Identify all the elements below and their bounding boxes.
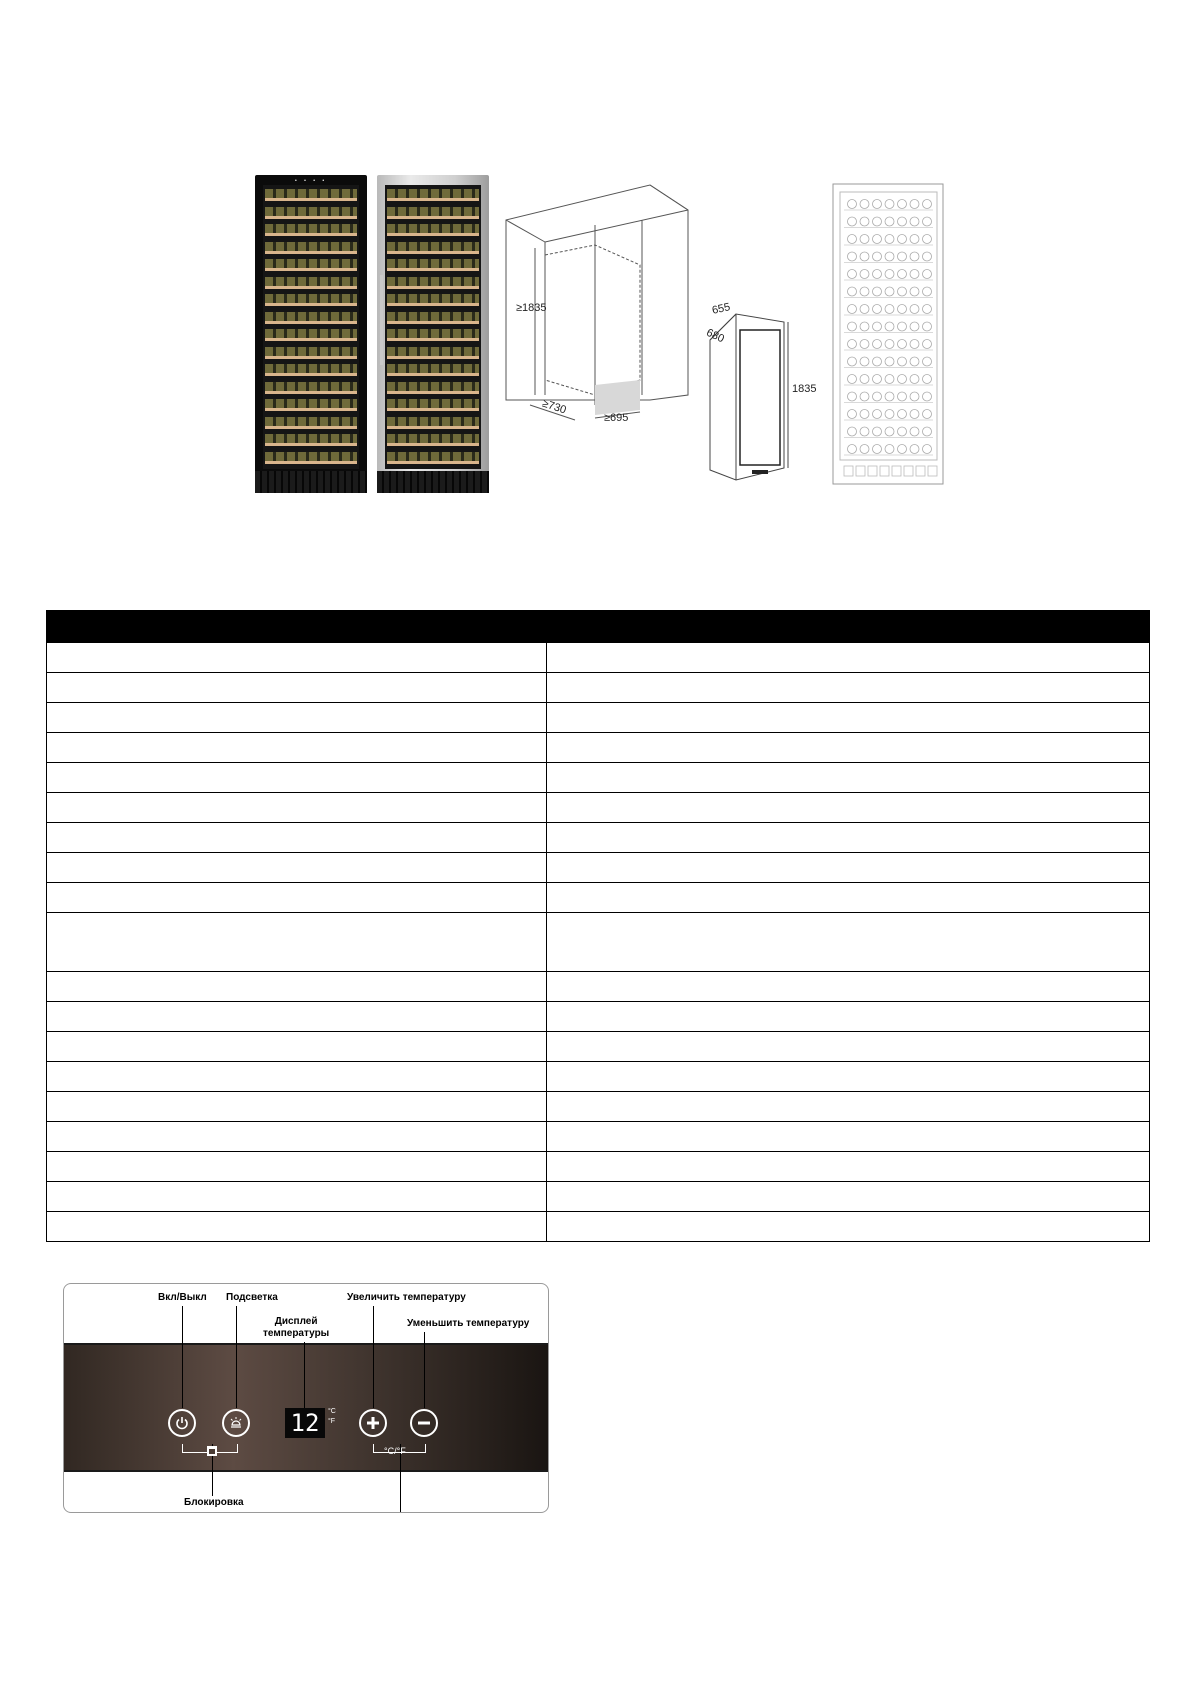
bottle-outline xyxy=(885,427,894,436)
table-row xyxy=(47,1032,1150,1062)
table-cell xyxy=(547,793,1150,823)
table-cell xyxy=(547,883,1150,913)
table-cell xyxy=(47,793,547,823)
bottle-outline xyxy=(910,322,919,331)
bottle-outline xyxy=(923,427,932,436)
shelf xyxy=(265,443,357,446)
niche-height-dim: ≥1835 xyxy=(516,302,547,314)
bottle-row xyxy=(387,399,479,408)
bottle-outline xyxy=(898,445,907,454)
table-cell xyxy=(47,733,547,763)
bottle-outline xyxy=(910,357,919,366)
bottle-row xyxy=(387,207,479,216)
bottle-outline xyxy=(885,235,894,244)
table-row xyxy=(47,1002,1150,1032)
table-row xyxy=(47,1122,1150,1152)
bottle-outline xyxy=(923,217,932,226)
bottle-row xyxy=(387,434,479,443)
table-row xyxy=(47,763,1150,793)
table-header-row xyxy=(47,611,1150,643)
table-row xyxy=(47,1092,1150,1122)
shelf xyxy=(387,198,479,201)
bottle-outline xyxy=(898,392,907,401)
bottle-row xyxy=(387,382,479,391)
table-row xyxy=(47,1152,1150,1182)
bottle-outline xyxy=(860,252,869,261)
bottle-outline xyxy=(910,252,919,261)
bottle-outline xyxy=(923,235,932,244)
shelf xyxy=(387,251,479,254)
shelf xyxy=(387,321,479,324)
bottle-outline xyxy=(923,200,932,209)
bottle-outline xyxy=(885,445,894,454)
bottle-outline xyxy=(898,305,907,314)
light-button[interactable] xyxy=(222,1409,250,1437)
shelf xyxy=(265,426,357,429)
cooler-base-grille xyxy=(255,471,367,493)
leader-line xyxy=(304,1342,305,1408)
bottle-outline xyxy=(898,357,907,366)
bottle-row xyxy=(265,207,357,216)
table-cell xyxy=(547,1062,1150,1092)
bottle-row xyxy=(265,242,357,251)
bottle-outline xyxy=(885,375,894,384)
unit-width-dim: 655 xyxy=(710,301,732,317)
bottle-outline xyxy=(910,410,919,419)
bottle-outline xyxy=(898,252,907,261)
table-cell xyxy=(547,1092,1150,1122)
power-callout-label: Вкл/Выкл xyxy=(158,1292,207,1303)
table-cell xyxy=(47,1092,547,1122)
bottle-outline xyxy=(873,322,882,331)
bottle-outline xyxy=(885,252,894,261)
display-label-line1: Дисплей xyxy=(274,1316,318,1327)
control-panel-diagram xyxy=(63,1283,549,1513)
bottle-outline xyxy=(910,270,919,279)
leader-line xyxy=(424,1332,425,1408)
wine-cooler-steel-photo xyxy=(377,175,489,493)
shelf xyxy=(387,216,479,219)
table-row xyxy=(47,972,1150,1002)
bottle-row xyxy=(265,259,357,268)
table-cell xyxy=(47,883,547,913)
bottle-outline xyxy=(910,235,919,244)
lock-icon xyxy=(206,1445,218,1457)
shelf xyxy=(387,461,479,464)
bottle-outline xyxy=(873,427,882,436)
power-icon xyxy=(175,1416,189,1430)
table-cell xyxy=(47,1182,547,1212)
shelf xyxy=(387,356,479,359)
bottle-outline xyxy=(923,287,932,296)
front-line-drawing xyxy=(832,182,944,492)
display-label-line2: температуры xyxy=(263,1328,330,1339)
bottle-outline xyxy=(923,252,932,261)
table-row xyxy=(47,673,1150,703)
table-cell xyxy=(547,643,1150,673)
grille-slot xyxy=(844,466,853,476)
decrease-callout-label: Уменьшить температуру xyxy=(407,1318,530,1329)
display-callout-label xyxy=(263,1316,329,1340)
bottle-outline xyxy=(848,410,857,419)
niche-width-dim: ≥695 xyxy=(604,412,629,424)
bottle-outline xyxy=(873,287,882,296)
drawing-outline xyxy=(833,184,943,484)
bottle-outline xyxy=(860,305,869,314)
bottle-outline xyxy=(873,445,882,454)
shelf xyxy=(265,391,357,394)
bottle-outline xyxy=(885,200,894,209)
table-cell xyxy=(47,703,547,733)
bottle-outline xyxy=(873,235,882,244)
bottle-outline xyxy=(923,305,932,314)
bottle-row xyxy=(265,189,357,198)
bottle-outline xyxy=(873,200,882,209)
bottle-outline xyxy=(860,427,869,436)
bottle-row xyxy=(265,417,357,426)
shelf xyxy=(387,391,479,394)
table-cell xyxy=(47,913,547,972)
bottle-outline xyxy=(873,252,882,261)
bottle-outline xyxy=(885,392,894,401)
table-cell xyxy=(547,733,1150,763)
table-cell xyxy=(47,1152,547,1182)
table-cell xyxy=(47,1002,547,1032)
bottle-outline xyxy=(873,357,882,366)
bottle-row xyxy=(387,294,479,303)
table-cell xyxy=(547,853,1150,883)
lock-callout-label: Блокировка xyxy=(184,1497,244,1508)
table-row xyxy=(47,703,1150,733)
bottle-outline xyxy=(860,217,869,226)
shelf xyxy=(387,268,479,271)
grille-slot xyxy=(868,466,877,476)
bottle-outline xyxy=(848,427,857,436)
bottle-outline xyxy=(848,392,857,401)
shelf xyxy=(265,321,357,324)
shelf xyxy=(265,286,357,289)
bottle-row xyxy=(265,294,357,303)
table-cell xyxy=(547,1152,1150,1182)
bottle-outline xyxy=(923,340,932,349)
bottle-outline xyxy=(873,410,882,419)
shelf xyxy=(265,408,357,411)
bottle-outline xyxy=(898,270,907,279)
shelf xyxy=(387,233,479,236)
table-row xyxy=(47,853,1150,883)
leader-line xyxy=(236,1306,237,1408)
shelf xyxy=(265,373,357,376)
grille-slot xyxy=(904,466,913,476)
table-cell xyxy=(47,853,547,883)
bottle-outline xyxy=(848,217,857,226)
table-cell xyxy=(47,972,547,1002)
bottle-outline xyxy=(848,287,857,296)
bottle-row xyxy=(265,312,357,321)
unit-depth-dim: 680 xyxy=(704,326,727,346)
bottle-outline xyxy=(885,270,894,279)
bottle-outline xyxy=(848,357,857,366)
shelf xyxy=(265,233,357,236)
bottle-outline xyxy=(885,340,894,349)
grille-slot xyxy=(916,466,925,476)
bottle-outline xyxy=(860,392,869,401)
grille-slot xyxy=(856,466,865,476)
table-cell xyxy=(547,1032,1150,1062)
table-cell xyxy=(47,763,547,793)
shelf xyxy=(265,216,357,219)
bottle-outline xyxy=(923,410,932,419)
bottle-outline xyxy=(898,340,907,349)
bottle-row xyxy=(387,452,479,461)
shelf xyxy=(265,338,357,341)
bottle-row xyxy=(265,399,357,408)
increase-callout-label: Увеличить температуру xyxy=(347,1292,466,1303)
bottle-outline xyxy=(848,252,857,261)
decrease-temperature-button[interactable] xyxy=(410,1409,438,1437)
bottle-outline xyxy=(860,375,869,384)
bottle-outline xyxy=(873,270,882,279)
bottle-row xyxy=(265,329,357,338)
table-row xyxy=(47,913,1150,972)
table-cell xyxy=(547,972,1150,1002)
shelf xyxy=(387,408,479,411)
table-cell xyxy=(547,703,1150,733)
bottle-row xyxy=(265,277,357,286)
bottle-row xyxy=(387,259,479,268)
table-cell xyxy=(547,763,1150,793)
bottle-outline xyxy=(860,445,869,454)
shelf xyxy=(387,286,479,289)
table-row xyxy=(47,823,1150,853)
table-row xyxy=(47,643,1150,673)
bottle-outline xyxy=(923,445,932,454)
bottle-outline xyxy=(860,200,869,209)
bottle-outline xyxy=(885,410,894,419)
light-bulb-icon xyxy=(228,1415,244,1431)
bottle-outline xyxy=(923,392,932,401)
bottle-outline xyxy=(923,375,932,384)
bottle-row xyxy=(387,224,479,233)
unit-celsius-indicator: °C xyxy=(328,1408,336,1415)
bottle-outline xyxy=(848,340,857,349)
shelf xyxy=(387,426,479,429)
bottle-outline xyxy=(910,200,919,209)
grille-slot xyxy=(880,466,889,476)
unit-toggle-label: °C/°F xyxy=(384,1446,406,1456)
bottle-outline xyxy=(923,270,932,279)
table-row xyxy=(47,793,1150,823)
unit-height-dim: 1835 xyxy=(792,383,817,395)
table-cell xyxy=(47,1062,547,1092)
bottle-row xyxy=(265,347,357,356)
table-cell xyxy=(547,913,1150,972)
bottle-outline xyxy=(860,322,869,331)
table-cell xyxy=(47,1032,547,1062)
wine-cooler-black-photo xyxy=(255,175,367,493)
power-button[interactable] xyxy=(168,1409,196,1437)
bottle-row xyxy=(387,417,479,426)
temperature-display: 12 xyxy=(285,1408,325,1438)
bottle-outline xyxy=(873,375,882,384)
bottle-outline xyxy=(860,340,869,349)
bottle-outline xyxy=(848,445,857,454)
cooler-base-grille xyxy=(377,471,489,493)
bottle-outline xyxy=(885,217,894,226)
leader-line xyxy=(373,1306,374,1408)
bottle-outline xyxy=(848,200,857,209)
bottle-outline xyxy=(848,375,857,384)
door-handle xyxy=(380,275,383,365)
grille-slot xyxy=(892,466,901,476)
bottle-outline xyxy=(860,410,869,419)
bottle-outline xyxy=(910,392,919,401)
bottle-row xyxy=(265,224,357,233)
bottle-outline xyxy=(910,445,919,454)
bottle-row xyxy=(265,382,357,391)
bottle-row xyxy=(387,277,479,286)
bottle-outline xyxy=(923,357,932,366)
table-row xyxy=(47,1062,1150,1092)
bottle-outline xyxy=(885,322,894,331)
table-cell xyxy=(547,823,1150,853)
bottle-outline xyxy=(923,322,932,331)
table-cell xyxy=(547,1212,1150,1242)
shelf xyxy=(387,443,479,446)
shelf xyxy=(265,461,357,464)
leader-line xyxy=(182,1306,183,1408)
table-cell xyxy=(47,1122,547,1152)
bottle-outline xyxy=(885,287,894,296)
table-cell xyxy=(47,643,547,673)
specifications-table xyxy=(46,610,1150,1242)
bottle-outline xyxy=(885,357,894,366)
bottle-outline xyxy=(910,427,919,436)
bottle-outline xyxy=(898,287,907,296)
bottle-outline xyxy=(910,287,919,296)
bottle-row xyxy=(387,364,479,373)
bottle-row xyxy=(265,434,357,443)
grille-slot xyxy=(928,466,937,476)
bottle-outline xyxy=(910,305,919,314)
table-cell xyxy=(47,673,547,703)
bottle-outline xyxy=(873,217,882,226)
bottle-row xyxy=(387,329,479,338)
bottle-outline xyxy=(848,235,857,244)
bottle-row xyxy=(387,242,479,251)
bottle-row xyxy=(387,312,479,321)
table-cell xyxy=(47,823,547,853)
bottle-outline xyxy=(898,322,907,331)
header-cell xyxy=(547,611,1150,643)
indicator-leds: • • • • xyxy=(295,178,328,184)
bottle-row xyxy=(265,364,357,373)
bottle-outline xyxy=(860,235,869,244)
increase-temperature-button[interactable] xyxy=(359,1409,387,1437)
cooler-glass-door xyxy=(263,185,359,469)
unit-fahrenheit-indicator: °F xyxy=(328,1418,336,1425)
bottle-outline xyxy=(848,305,857,314)
shelf xyxy=(265,251,357,254)
shelf xyxy=(387,338,479,341)
bottle-outline xyxy=(848,322,857,331)
bottle-outline xyxy=(873,340,882,349)
bottle-outline xyxy=(885,305,894,314)
table-row xyxy=(47,883,1150,913)
cooler-glass-door xyxy=(385,185,481,469)
bottle-outline xyxy=(860,270,869,279)
bottle-outline xyxy=(860,287,869,296)
bottle-outline xyxy=(910,217,919,226)
bottle-outline xyxy=(873,392,882,401)
table-row xyxy=(47,1182,1150,1212)
table-cell xyxy=(547,1182,1150,1212)
table-row xyxy=(47,1212,1150,1242)
bottle-outline xyxy=(898,375,907,384)
bottle-outline xyxy=(898,217,907,226)
plus-icon xyxy=(366,1416,380,1430)
bottle-outline xyxy=(910,375,919,384)
bottle-row xyxy=(265,452,357,461)
niche-depth-dim: ≥730 xyxy=(540,397,568,417)
bottle-outline xyxy=(898,427,907,436)
bottle-row xyxy=(387,347,479,356)
product-images xyxy=(0,0,1191,520)
table-cell xyxy=(547,673,1150,703)
shelf xyxy=(265,268,357,271)
bottle-outline xyxy=(860,357,869,366)
light-callout-label: Подсветка xyxy=(226,1292,278,1303)
bottle-outline xyxy=(898,410,907,419)
bottle-outline xyxy=(910,340,919,349)
shelf xyxy=(265,303,357,306)
bottle-outline xyxy=(898,235,907,244)
table-cell xyxy=(547,1002,1150,1032)
shelf xyxy=(265,356,357,359)
bottle-outline xyxy=(898,200,907,209)
header-cell xyxy=(47,611,547,643)
shelf xyxy=(265,198,357,201)
table-cell xyxy=(547,1122,1150,1152)
table-cell xyxy=(47,1212,547,1242)
bottle-outline xyxy=(873,305,882,314)
bottle-outline xyxy=(848,270,857,279)
table-row xyxy=(47,733,1150,763)
minus-icon xyxy=(417,1416,431,1430)
bottle-row xyxy=(387,189,479,198)
shelf xyxy=(387,303,479,306)
shelf xyxy=(387,373,479,376)
